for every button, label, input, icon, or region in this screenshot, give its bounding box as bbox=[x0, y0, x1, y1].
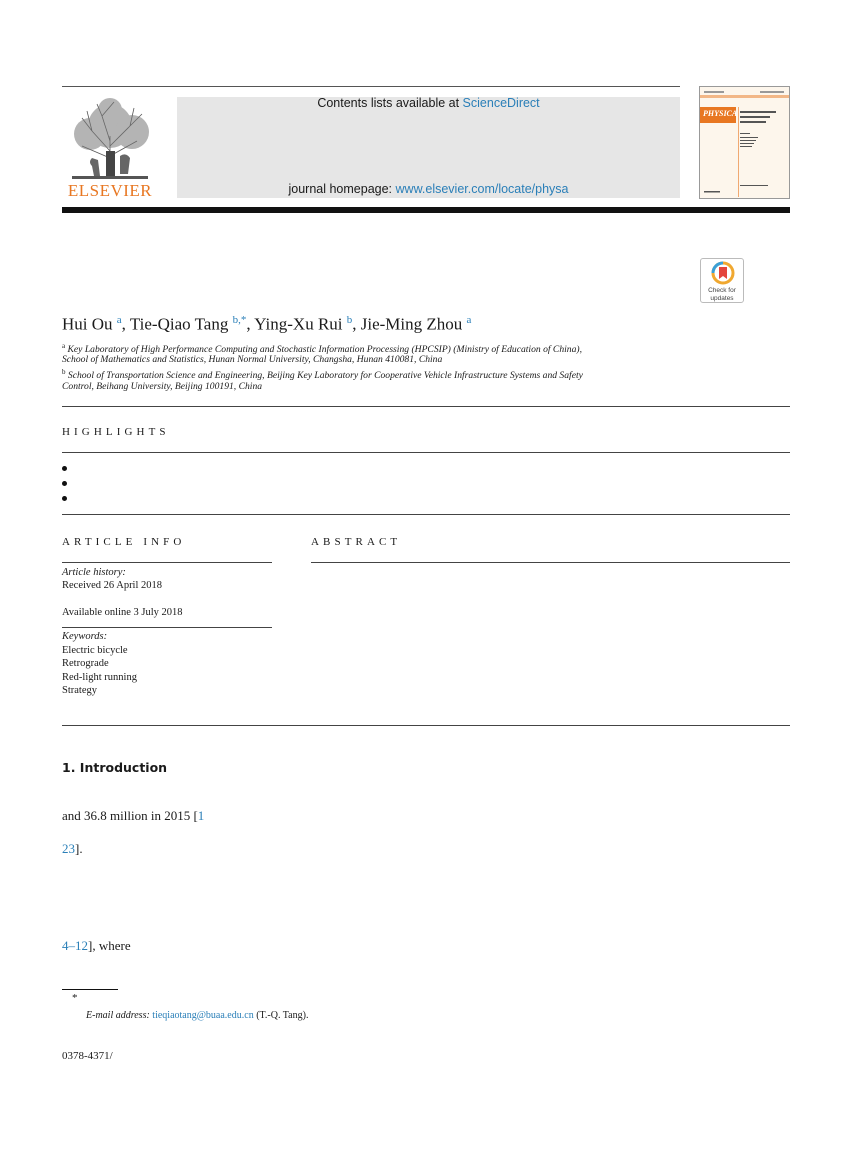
divider bbox=[62, 562, 272, 563]
author-affil-sup[interactable]: a bbox=[116, 314, 122, 326]
author-affil-sup[interactable]: b bbox=[346, 314, 353, 326]
check-updates-line2: updates bbox=[710, 295, 734, 302]
author-name[interactable]: Jie-Ming Zhou bbox=[360, 314, 463, 334]
homepage-line bbox=[177, 182, 680, 196]
article-info-heading: ARTICLE INFO bbox=[62, 536, 186, 548]
available-online-date: Available online 3 July 2018 bbox=[62, 607, 183, 618]
divider bbox=[62, 514, 790, 515]
author-name[interactable]: Tie-Qiao Tang bbox=[129, 314, 229, 334]
check-updates-line1: Check for bbox=[708, 287, 736, 294]
author-affil-sup[interactable]: b,* bbox=[232, 314, 247, 326]
contents-prefix: Contents lists available at bbox=[317, 96, 463, 110]
homepage-prefix: journal homepage: bbox=[288, 182, 396, 196]
check-updates-label bbox=[700, 287, 744, 303]
journal-homepage-link[interactable]: www.elsevier.com/locate/physa bbox=[395, 182, 569, 196]
author-separator: , bbox=[246, 314, 255, 334]
intro-text: ]. bbox=[75, 841, 83, 856]
affiliation-a-line1: Key Laboratory of High Performance Computing and Stochastic Information Processing (HPCSIP) (Ministry of Education of China), bbox=[67, 344, 582, 356]
intro-text: and 36.8 million in 2015 [ bbox=[62, 808, 198, 823]
journal-cover-thumbnail[interactable] bbox=[699, 86, 790, 199]
received-date: Received 26 April 2018 bbox=[62, 580, 163, 591]
affiliation-mark: b bbox=[62, 368, 66, 376]
keyword-item: Retrograde bbox=[62, 658, 109, 669]
divider bbox=[62, 725, 790, 726]
journal-cover-art bbox=[700, 87, 789, 198]
introduction-heading: 1. Introduction bbox=[62, 760, 168, 775]
intro-line-3 bbox=[62, 938, 131, 954]
author-affil-sup[interactable]: a bbox=[466, 314, 472, 326]
intro-line-2 bbox=[62, 841, 83, 857]
intro-line-1 bbox=[62, 808, 204, 824]
author-separator: , bbox=[121, 314, 130, 334]
author-name[interactable]: Ying-Xu Rui bbox=[254, 314, 343, 334]
author-name[interactable]: Hui Ou bbox=[62, 314, 113, 334]
divider bbox=[62, 406, 790, 407]
citation-link[interactable]: 1 bbox=[197, 808, 205, 823]
author-list bbox=[62, 314, 471, 335]
keyword-item: Electric bicycle bbox=[62, 645, 128, 656]
affiliation-b-line2: Control, Beihang University, Beijing 100191, China bbox=[62, 381, 263, 392]
citation-link[interactable]: 4–12 bbox=[62, 938, 88, 953]
highlights-heading: HIGHLIGHTS bbox=[62, 426, 170, 438]
footnote-email-line bbox=[86, 1010, 308, 1021]
email-link[interactable]: tieqiaotang@buaa.edu.cn bbox=[152, 1010, 254, 1021]
article-history-label: Article history: bbox=[62, 567, 126, 578]
divider bbox=[311, 562, 790, 563]
keyword-item: Strategy bbox=[62, 685, 97, 696]
highlight-bullet bbox=[62, 481, 67, 486]
journal-cover-title: PHYSICA bbox=[703, 109, 738, 118]
divider bbox=[62, 452, 790, 453]
elsevier-wordmark: ELSEVIER bbox=[67, 181, 153, 200]
affiliation-b-line1: School of Transportation Science and Engineering, Beijing Key Laboratory for Cooperative Vehicle Infrastructure Systems and Safety bbox=[67, 370, 583, 382]
header-top-rule bbox=[62, 86, 680, 87]
abstract-heading: ABSTRACT bbox=[311, 536, 402, 548]
intro-text: ], where bbox=[88, 938, 131, 953]
issn: 0378-4371/ bbox=[62, 1050, 113, 1062]
keyword-item: Red-light running bbox=[62, 672, 137, 683]
contents-line bbox=[177, 96, 680, 110]
footnote-star: * bbox=[72, 992, 78, 1004]
sciencedirect-link[interactable]: ScienceDirect bbox=[462, 96, 540, 110]
footnote-rule bbox=[62, 989, 118, 990]
email-suffix: (T.-Q. Tang). bbox=[253, 1010, 309, 1021]
keywords-label: Keywords: bbox=[62, 631, 108, 642]
affiliation-a-line2: School of Mathematics and Statistics, Hunan Normal University, Changsha, Hunan 410081, China bbox=[62, 354, 443, 365]
affiliation-mark: a bbox=[62, 342, 66, 350]
citation-link[interactable]: 23 bbox=[62, 841, 75, 856]
highlight-bullet bbox=[62, 466, 67, 471]
author-separator: , bbox=[352, 314, 361, 334]
email-label: E-mail address: bbox=[86, 1010, 150, 1021]
header-thick-rule bbox=[62, 207, 790, 213]
divider bbox=[62, 627, 272, 628]
highlight-bullet bbox=[62, 496, 67, 501]
check-updates-icon bbox=[701, 259, 745, 289]
